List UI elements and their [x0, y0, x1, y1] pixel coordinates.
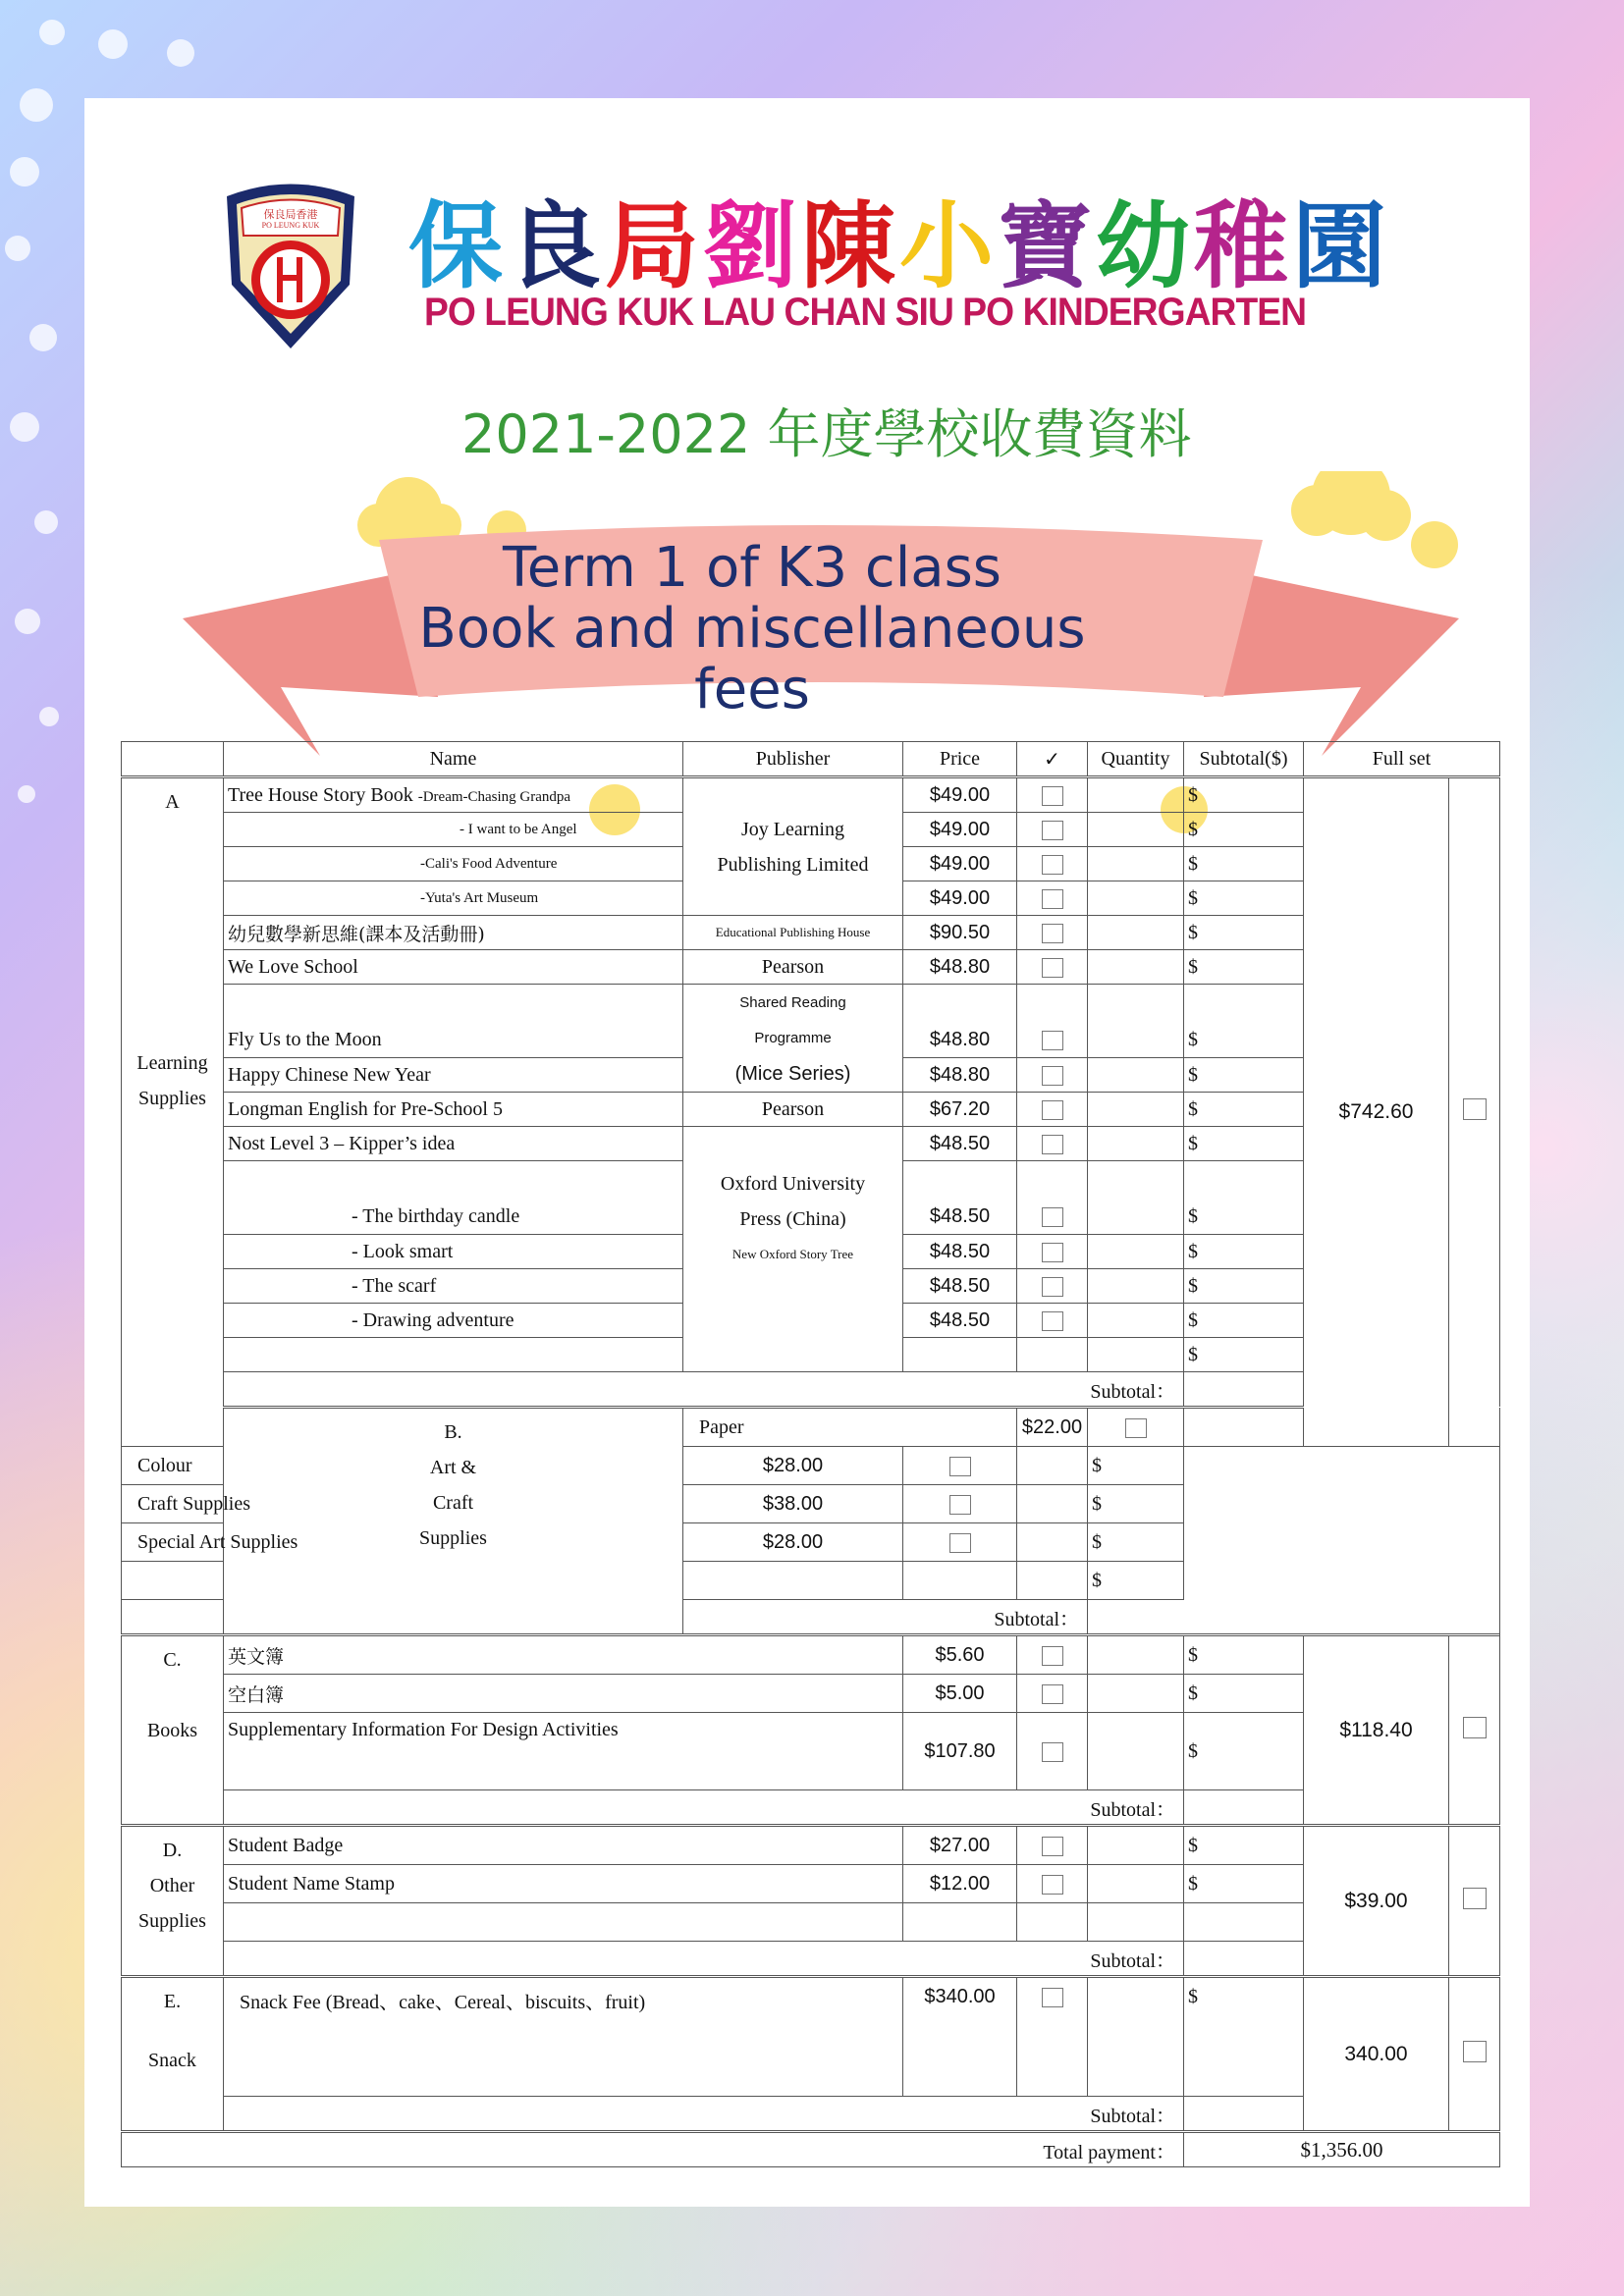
subtotal-cell: $ [1184, 1977, 1304, 2097]
checkbox[interactable] [1017, 1161, 1088, 1235]
quantity-cell[interactable] [1088, 916, 1184, 950]
empty-row [224, 1903, 903, 1942]
header-price: Price [903, 742, 1017, 777]
item-price: $90.50 [903, 916, 1017, 950]
banner-line-2: Book and miscellaneous fees [418, 597, 1086, 721]
item-price: $48.50 [903, 1235, 1017, 1269]
checkbox[interactable] [1017, 985, 1088, 1058]
quantity-cell[interactable] [1088, 1304, 1184, 1338]
school-name-english: PO LEUNG KUK LAU CHAN SIU PO KINDERGARTEN [424, 291, 1307, 334]
item-name: Colour [122, 1447, 683, 1485]
section-d-label: D. Other Supplies [122, 1826, 224, 1977]
checkbox[interactable] [1017, 1304, 1088, 1338]
subtotal-cell: $ [1184, 1269, 1304, 1304]
school-name-char: 保 [408, 191, 507, 301]
checkbox[interactable] [1017, 916, 1088, 950]
item-price: $48.50 [903, 1127, 1017, 1161]
item-price: $28.00 [683, 1447, 903, 1485]
item-name: - The scarf [224, 1269, 683, 1304]
section-c-label: C. Books [122, 1635, 224, 1826]
item-name: -Cali's Food Adventure [224, 847, 683, 881]
item-name: Supplementary Information For Design Activities [224, 1713, 903, 1790]
header-quantity: Quantity [1088, 742, 1184, 777]
section-b-subtotal: Subtotal： [122, 1600, 1088, 1635]
subtotal-cell: $ [1184, 1675, 1304, 1713]
checkbox[interactable] [1017, 847, 1088, 881]
item-price: $5.60 [903, 1635, 1017, 1675]
quantity-cell[interactable] [1088, 1635, 1184, 1675]
section-a-label: A Learning Supplies [122, 777, 224, 1447]
subtotal-cell: $ [1184, 881, 1304, 916]
subtotal-cell: $ [1184, 950, 1304, 985]
item-name: Paper [683, 1408, 1017, 1447]
item-name: - I want to be Angel [224, 813, 683, 847]
checkbox[interactable] [903, 1523, 1017, 1562]
subtotal-cell: $ [1088, 1562, 1184, 1600]
item-price: $12.00 [903, 1865, 1017, 1903]
school-logo-icon [212, 177, 369, 348]
item-price: $49.00 [903, 813, 1017, 847]
school-name-char: 幼 [1096, 191, 1194, 301]
section-d-full-set-checkbox[interactable] [1449, 1826, 1500, 1977]
checkbox[interactable] [1017, 1977, 1088, 2097]
item-name: - The birthday candle [224, 1161, 683, 1235]
quantity-cell[interactable] [1088, 881, 1184, 916]
checkbox[interactable] [1017, 1093, 1088, 1127]
subtotal-cell: $ [1088, 1523, 1184, 1562]
item-name: Craft Supplies [122, 1485, 683, 1523]
item-price: $49.00 [903, 881, 1017, 916]
checkbox[interactable] [1017, 1675, 1088, 1713]
school-name-char: 良 [507, 191, 605, 301]
header-publisher: Publisher [683, 742, 903, 777]
school-name-char: 園 [1292, 191, 1390, 301]
school-name-char: 陳 [801, 191, 899, 301]
header-check: ✓ [1017, 742, 1088, 777]
checkbox[interactable] [1017, 881, 1088, 916]
item-price: $48.80 [903, 950, 1017, 985]
quantity-cell[interactable] [1088, 1269, 1184, 1304]
publisher-oxford: Oxford University Press (China) New Oxford Story Tree [683, 1127, 903, 1372]
item-price: $22.00 [1017, 1408, 1088, 1447]
section-c-subtotal: Subtotal： [224, 1790, 1184, 1826]
item-price: $5.00 [903, 1675, 1017, 1713]
item-price: $49.00 [903, 847, 1017, 881]
item-name: 幼兒數學新思維(課本及活動冊) [224, 916, 683, 950]
subtotal-cell: $ [1184, 1235, 1304, 1269]
section-e-full-set-checkbox[interactable] [1449, 1977, 1500, 2132]
item-name: Snack Fee (Bread、cake、Cereal、biscuits、fruit) [224, 1977, 903, 2097]
item-name: -Yuta's Art Museum [224, 881, 683, 916]
section-e-full-set: 340.00 [1304, 1977, 1449, 2132]
item-price: $27.00 [903, 1826, 1017, 1865]
school-name-char: 劉 [703, 191, 801, 301]
quantity-cell[interactable] [1088, 950, 1184, 985]
quantity-cell[interactable] [1088, 985, 1184, 1058]
quantity-cell[interactable] [1017, 1447, 1088, 1485]
fee-table [121, 741, 1500, 2167]
checkbox[interactable] [1017, 1865, 1088, 1903]
quantity-cell[interactable] [1017, 1485, 1088, 1523]
item-price: $48.80 [903, 985, 1017, 1058]
section-d-full-set: $39.00 [1304, 1826, 1449, 1977]
item-name: 英文簿 [224, 1635, 903, 1675]
item-price: $107.80 [903, 1713, 1017, 1790]
quantity-cell[interactable] [1088, 1093, 1184, 1127]
quantity-cell[interactable] [1088, 847, 1184, 881]
subtotal-cell: $ [1184, 1713, 1304, 1790]
quantity-cell[interactable] [1088, 1865, 1184, 1903]
quantity-cell[interactable] [1088, 1235, 1184, 1269]
school-name-char: 局 [605, 191, 703, 301]
item-name: Student Name Stamp [224, 1865, 903, 1903]
checkbox[interactable] [1017, 1058, 1088, 1093]
total-payment-value: $1,356.00 [1184, 2132, 1500, 2167]
empty-row [122, 1562, 683, 1600]
quantity-cell[interactable] [1184, 1408, 1304, 1447]
section-e-label: E. Snack [122, 1977, 224, 2132]
section-c-full-set: $118.40 [1304, 1635, 1449, 1826]
checkbox[interactable] [903, 1447, 1017, 1485]
checkbox[interactable] [903, 1485, 1017, 1523]
quantity-cell[interactable] [1088, 1675, 1184, 1713]
section-e-subtotal: Subtotal： [224, 2097, 1184, 2132]
subtotal-cell: $ [1184, 1338, 1304, 1372]
checkbox[interactable] [1017, 1826, 1088, 1865]
subtotal-cell: $ [1184, 777, 1304, 813]
checkbox[interactable] [1017, 777, 1088, 813]
subtotal-cell: $ [1184, 1635, 1304, 1675]
header-subtotal: Subtotal($) [1184, 742, 1304, 777]
svg-text:保良局香港: 保良局香港 [263, 209, 318, 221]
item-price: $67.20 [903, 1093, 1017, 1127]
subtotal-cell: $ [1184, 916, 1304, 950]
school-name-chinese [408, 172, 1390, 306]
item-price: $340.00 [903, 1977, 1017, 2097]
subtotal-cell: $ [1184, 847, 1304, 881]
section-a-subtotal: Subtotal： [224, 1372, 1184, 1408]
quantity-cell[interactable] [1088, 1058, 1184, 1093]
publisher-pearson: Pearson [683, 950, 903, 985]
quantity-cell[interactable] [1088, 1127, 1184, 1161]
checkbox[interactable] [1017, 950, 1088, 985]
fee-sheet [84, 98, 1530, 2207]
item-name: Special Art Supplies [122, 1523, 683, 1562]
quantity-cell[interactable] [1088, 1826, 1184, 1865]
item-price: $38.00 [683, 1485, 903, 1523]
item-price: $48.80 [903, 1058, 1017, 1093]
item-price: $48.50 [903, 1269, 1017, 1304]
year-title: 2021-2022 年度學校收費資料 [461, 403, 1192, 465]
subtotal-cell: $ [1088, 1485, 1184, 1523]
item-name: Tree House Story Book -Dream-Chasing Grandpa [224, 777, 683, 813]
quantity-cell[interactable] [1088, 777, 1184, 813]
checkbox[interactable] [1017, 1713, 1088, 1790]
subtotal-cell: $ [1184, 1826, 1304, 1865]
banner-line-1: Term 1 of K3 class [503, 536, 1001, 600]
school-name-char: 小 [899, 191, 998, 301]
quantity-cell[interactable] [1088, 1713, 1184, 1790]
banner-title [379, 538, 1125, 721]
checkbox[interactable] [1017, 1635, 1088, 1675]
school-name-char: 寶 [998, 191, 1096, 301]
item-name: Student Badge [224, 1826, 903, 1865]
section-c-full-set-checkbox[interactable] [1449, 1635, 1500, 1826]
header-name: Name [224, 742, 683, 777]
section-a-full-set: $742.60 [1304, 777, 1449, 1447]
publisher-pearson: Pearson [683, 1093, 903, 1127]
checkbox[interactable] [1017, 1235, 1088, 1269]
item-name: Happy Chinese New Year [224, 1058, 683, 1093]
total-payment-label: Total payment： [122, 2132, 1184, 2167]
checkbox[interactable] [1017, 813, 1088, 847]
subtotal-cell: $ [1184, 1304, 1304, 1338]
item-name: Nost Level 3 – Kipper’s idea [224, 1127, 683, 1161]
item-name: We Love School [224, 950, 683, 985]
section-a-full-set-checkbox[interactable] [1449, 777, 1500, 1447]
item-name: 空白簿 [224, 1675, 903, 1713]
quantity-cell[interactable] [1017, 1523, 1088, 1562]
subtotal-cell: $ [1184, 1093, 1304, 1127]
checkbox[interactable] [1017, 1127, 1088, 1161]
subtotal-cell: $ [1184, 985, 1304, 1058]
quantity-cell[interactable] [1088, 813, 1184, 847]
table-header-row [122, 742, 1500, 777]
item-price: $48.50 [903, 1161, 1017, 1235]
subtotal-cell: $ [1184, 1058, 1304, 1093]
svg-text:PO LEUNG KUK: PO LEUNG KUK [261, 221, 320, 230]
checkbox[interactable] [1088, 1408, 1184, 1447]
publisher-shared-reading: Shared Reading Programme (Mice Series) [683, 985, 903, 1093]
subtotal-cell: $ [1184, 1127, 1304, 1161]
subtotal-cell: $ [1088, 1447, 1184, 1485]
item-name: Fly Us to the Moon [224, 985, 683, 1058]
checkbox[interactable] [1017, 1269, 1088, 1304]
subtotal-cell: $ [1184, 1161, 1304, 1235]
item-name: - Drawing adventure [224, 1304, 683, 1338]
quantity-cell[interactable] [1088, 1161, 1184, 1235]
quantity-cell[interactable] [1088, 1977, 1184, 2097]
publisher-edu: Educational Publishing House [683, 916, 903, 950]
item-price: $28.00 [683, 1523, 903, 1562]
school-name-char: 稚 [1194, 191, 1292, 301]
publisher-joy: Joy Learning Publishing Limited [683, 777, 903, 916]
empty-row [224, 1338, 683, 1372]
item-name: Longman English for Pre-School 5 [224, 1093, 683, 1127]
item-name: - Look smart [224, 1235, 683, 1269]
section-d-subtotal: Subtotal： [224, 1942, 1184, 1977]
header-full-set: Full set [1304, 742, 1500, 777]
item-price: $49.00 [903, 777, 1017, 813]
item-price: $48.50 [903, 1304, 1017, 1338]
subtotal-cell: $ [1184, 813, 1304, 847]
section-b-label: B. Art & Craft Supplies [224, 1408, 683, 1635]
subtotal-cell: $ [1184, 1865, 1304, 1903]
